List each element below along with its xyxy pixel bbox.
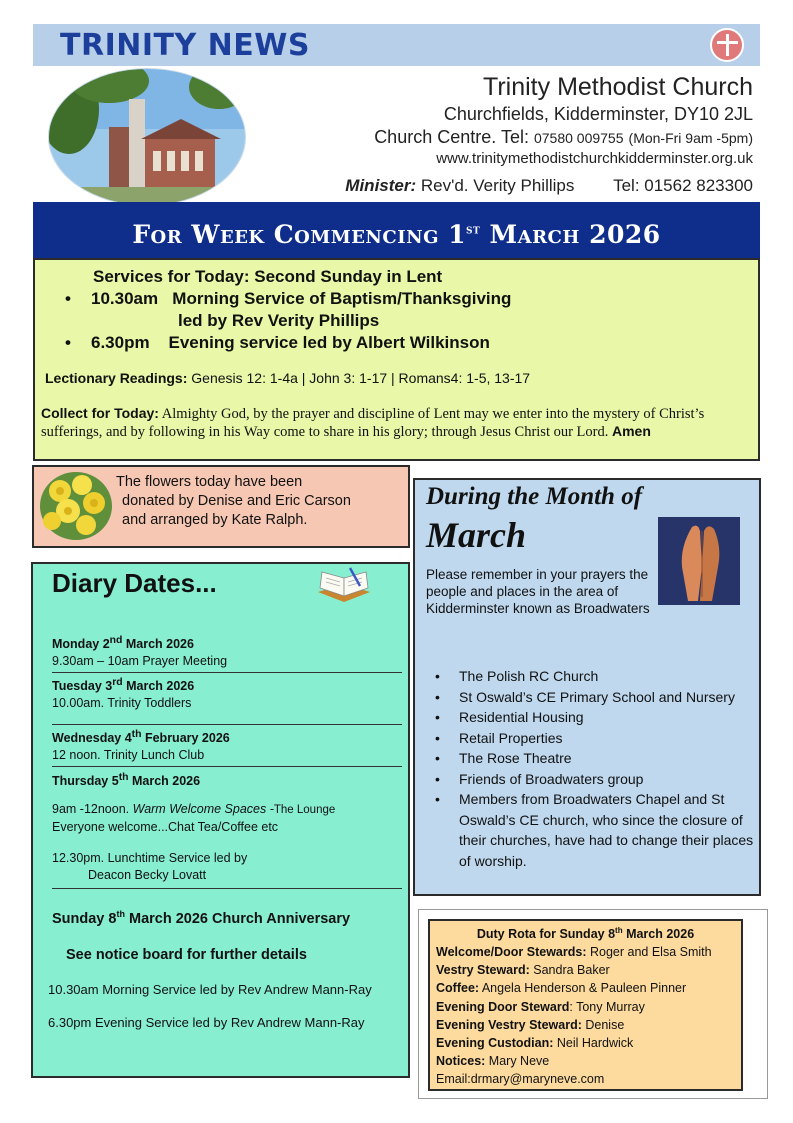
rota-line bbox=[436, 1052, 741, 1070]
prayer-list-item: • Friends of Broadwaters group bbox=[429, 769, 759, 790]
flowers-line: donated by Denise and Eric Carson bbox=[122, 493, 351, 509]
rota-line bbox=[436, 943, 741, 961]
rota-role: Coffee: bbox=[436, 981, 480, 996]
rota-line bbox=[436, 1070, 741, 1088]
lectionary-label: Lectionary Readings: bbox=[45, 370, 188, 386]
prayer-list bbox=[429, 666, 759, 871]
collect-text: Almighty God, by the prayer and discipline of Lent may we enter into the mystery of Christ’s sufferings, and by following in his Way come to share in his glory; through Jesus Christ our Lord. bbox=[41, 406, 705, 440]
rota-person: Roger and Elsa Smith bbox=[586, 945, 712, 959]
church-address: Churchfields, Kidderminster, DY10 2JL bbox=[443, 104, 753, 124]
diary-event-line: Deacon Becky Lovatt bbox=[88, 868, 207, 882]
rota-line bbox=[436, 979, 741, 997]
anniv-post: March 2026 Church Anniversary bbox=[124, 910, 351, 927]
prayer-list-item: • St Oswald’s CE Primary School and Nursery bbox=[429, 687, 759, 708]
rota-line bbox=[436, 998, 741, 1016]
diary-title: Diary Dates... bbox=[52, 568, 217, 598]
diary-entry bbox=[52, 632, 227, 670]
prayer-list-item: • The Rose Theatre bbox=[429, 748, 759, 769]
flowers-line: The flowers today have been bbox=[116, 474, 303, 490]
week-banner-pre: For Week Commencing 1 bbox=[132, 220, 467, 249]
flowers-box bbox=[32, 465, 410, 548]
newsletter-title: TRINITY NEWS bbox=[60, 28, 310, 63]
praying-hands-photo bbox=[658, 517, 740, 605]
week-banner bbox=[33, 202, 760, 258]
church-centre-contact bbox=[345, 126, 753, 149]
rota-person: Angela Henderson & Pauleen Pinner bbox=[479, 981, 687, 996]
diary-day: Tuesday 3 bbox=[52, 679, 113, 694]
services-title: Services for Today: Second Sunday in Lent bbox=[93, 267, 443, 286]
rota-role: Notices: bbox=[436, 1054, 486, 1069]
diary-date-rest: March 2026 bbox=[122, 679, 195, 694]
service-item: • 6.30pm Evening service led by Albert Wilkinson bbox=[65, 333, 490, 352]
open-book-icon bbox=[314, 564, 374, 612]
diary-entry-detail: 10.00am. Trinity Toddlers bbox=[52, 696, 192, 711]
rota-person: Mary Neve bbox=[485, 1054, 550, 1069]
diary-entry bbox=[52, 726, 230, 764]
diary-entry-detail: 12 noon. Trinity Lunch Club bbox=[52, 748, 205, 763]
methodist-cross-logo-icon bbox=[710, 28, 744, 62]
diary-entry-detail bbox=[52, 850, 247, 884]
diary-day-sup: rd bbox=[112, 677, 123, 688]
service-item: • 10.30am Morning Service of Baptism/Thanksgiving bbox=[65, 289, 512, 308]
diary-event-place: The Lounge bbox=[273, 804, 336, 816]
rota-title-pre: Duty Rota for Sunday 8 bbox=[476, 927, 616, 942]
collect-label: Collect for Today: bbox=[41, 405, 159, 421]
rota-role: Evening Custodian: bbox=[436, 1036, 554, 1051]
diary-event-line: 12.30pm. Lunchtime Service led by bbox=[52, 851, 248, 865]
rota-role: Evening Door Steward bbox=[436, 999, 570, 1014]
services-box bbox=[33, 258, 760, 461]
diary-entry-date bbox=[52, 726, 230, 747]
rota-line bbox=[436, 1016, 741, 1034]
diary-day-sup: th bbox=[131, 729, 142, 740]
flowers-text bbox=[116, 473, 406, 530]
diary-divider bbox=[52, 672, 402, 673]
rota-role: Welcome/Door Stewards: bbox=[436, 945, 587, 959]
duty-rota-lines bbox=[436, 943, 741, 1089]
month-intro: Please remember in your prayers the people and places in the area of Kidderminster known as Broadwaters bbox=[426, 567, 650, 616]
diary-date-rest: March 2026 bbox=[128, 774, 201, 789]
rota-person: Denise bbox=[581, 1017, 625, 1032]
anniversary-morning-service: 10.30am Morning Service led by Rev Andrew Mann-Ray bbox=[48, 982, 372, 997]
week-banner-sup: st bbox=[466, 222, 481, 238]
diary-entry bbox=[52, 674, 194, 712]
prayer-list-item: • Members from Broadwaters Chapel and St Oswald’s CE church, who since the closure of their churches, have had to change their places of worship. bbox=[429, 789, 759, 871]
duty-rota-title bbox=[430, 926, 741, 941]
church-photo bbox=[48, 68, 246, 206]
minister-line bbox=[345, 171, 753, 201]
collect-for-today bbox=[41, 405, 751, 441]
rota-person: Sandra Baker bbox=[529, 963, 610, 978]
minister-label: Minister: bbox=[345, 176, 417, 195]
diary-divider bbox=[52, 888, 402, 889]
month-title: During the Month of bbox=[426, 483, 643, 510]
diary-entry bbox=[52, 769, 200, 790]
prayer-list-item: • The Polish RC Church bbox=[429, 666, 759, 687]
rota-line bbox=[436, 961, 741, 979]
diary-event-note: Everyone welcome...Chat Tea/Coffee etc bbox=[52, 820, 279, 834]
anniversary-note: See notice board for further details bbox=[66, 947, 307, 963]
collect-amen: Amen bbox=[612, 423, 651, 439]
service-time: 10.30am bbox=[91, 289, 159, 308]
service-text: Morning Service of Baptism/Thanksgiving bbox=[172, 289, 512, 308]
church-centre-tel-label: Tel: bbox=[500, 127, 529, 147]
diary-day: Thursday 5 bbox=[52, 774, 119, 789]
diary-entry-date bbox=[52, 632, 227, 653]
diary-time: 9am -12noon. bbox=[52, 802, 130, 816]
rota-person: Neil Hardwick bbox=[553, 1036, 634, 1051]
church-website: www.trinitymethodistchurchkidderminster.org.uk bbox=[436, 150, 753, 167]
prayer-list-item: • Retail Properties bbox=[429, 728, 759, 749]
minister-tel: Tel: 01562 823300 bbox=[613, 176, 753, 195]
anniversary-heading bbox=[52, 909, 350, 927]
diary-date-rest: March 2026 bbox=[122, 637, 194, 652]
rota-title-post: March 2026 bbox=[622, 927, 695, 942]
rota-line bbox=[436, 1034, 741, 1052]
diary-day-sup: th bbox=[118, 772, 129, 783]
week-banner-text bbox=[33, 202, 760, 249]
minister-name: Rev'd. Verity Phillips bbox=[420, 176, 575, 195]
lectionary-readings bbox=[45, 370, 530, 386]
church-centre-tel: 07580 009755 bbox=[533, 130, 624, 146]
church-name: Trinity Methodist Church bbox=[483, 73, 753, 101]
church-centre-hours: (Mon-Fri 9am -5pm) bbox=[628, 130, 753, 146]
church-info bbox=[345, 72, 753, 201]
diary-entry-detail bbox=[52, 801, 335, 836]
rota-role: Vestry Steward: bbox=[436, 963, 530, 978]
lectionary-text: Genesis 12: 1-4a | John 3: 1-17 | Romans4: 1-5, 13-17 bbox=[191, 370, 531, 386]
flowers-line: and arranged by Kate Ralph. bbox=[122, 512, 308, 528]
diary-entry-date bbox=[52, 674, 194, 695]
diary-day: Monday 2 bbox=[52, 637, 110, 652]
service-text: Evening service led by Albert Wilkinson bbox=[168, 333, 490, 352]
masthead-bar bbox=[33, 24, 760, 66]
rota-email: Email:drmary@maryneve.com bbox=[436, 1072, 605, 1087]
diary-day: Wednesday 4 bbox=[52, 731, 132, 746]
rota-role: Evening Vestry Steward: bbox=[436, 1017, 582, 1032]
diary-dates-box bbox=[31, 562, 410, 1078]
duty-rota-box bbox=[428, 919, 743, 1091]
church-centre-label: Church Centre. bbox=[374, 127, 497, 147]
service-time: 6.30pm bbox=[91, 333, 150, 352]
anniversary-evening-service: 6.30pm Evening Service led by Rev Andrew Mann-Ray bbox=[48, 1015, 365, 1030]
anniv-pre: Sunday 8 bbox=[52, 910, 117, 927]
diary-event-name: Warm Welcome Spaces - bbox=[132, 802, 274, 816]
diary-divider bbox=[52, 724, 402, 725]
rota-title-sup: th bbox=[615, 926, 623, 935]
diary-entry-detail: 9.30am – 10am Prayer Meeting bbox=[52, 654, 228, 669]
diary-divider bbox=[52, 766, 402, 767]
month-prayer-box bbox=[413, 478, 761, 896]
month-name: March bbox=[426, 515, 527, 555]
diary-entry-date bbox=[52, 769, 200, 790]
diary-date-rest: February 2026 bbox=[141, 731, 230, 746]
anniv-sup: th bbox=[116, 909, 125, 919]
flowers-photo bbox=[38, 469, 114, 543]
week-banner-post: March 2026 bbox=[480, 220, 661, 249]
diary-day-sup: nd bbox=[109, 635, 123, 646]
rota-person: : Tony Murray bbox=[569, 999, 645, 1014]
service-item-subline: led by Rev Verity Phillips bbox=[178, 311, 380, 330]
prayer-list-item: • Residential Housing bbox=[429, 707, 759, 728]
